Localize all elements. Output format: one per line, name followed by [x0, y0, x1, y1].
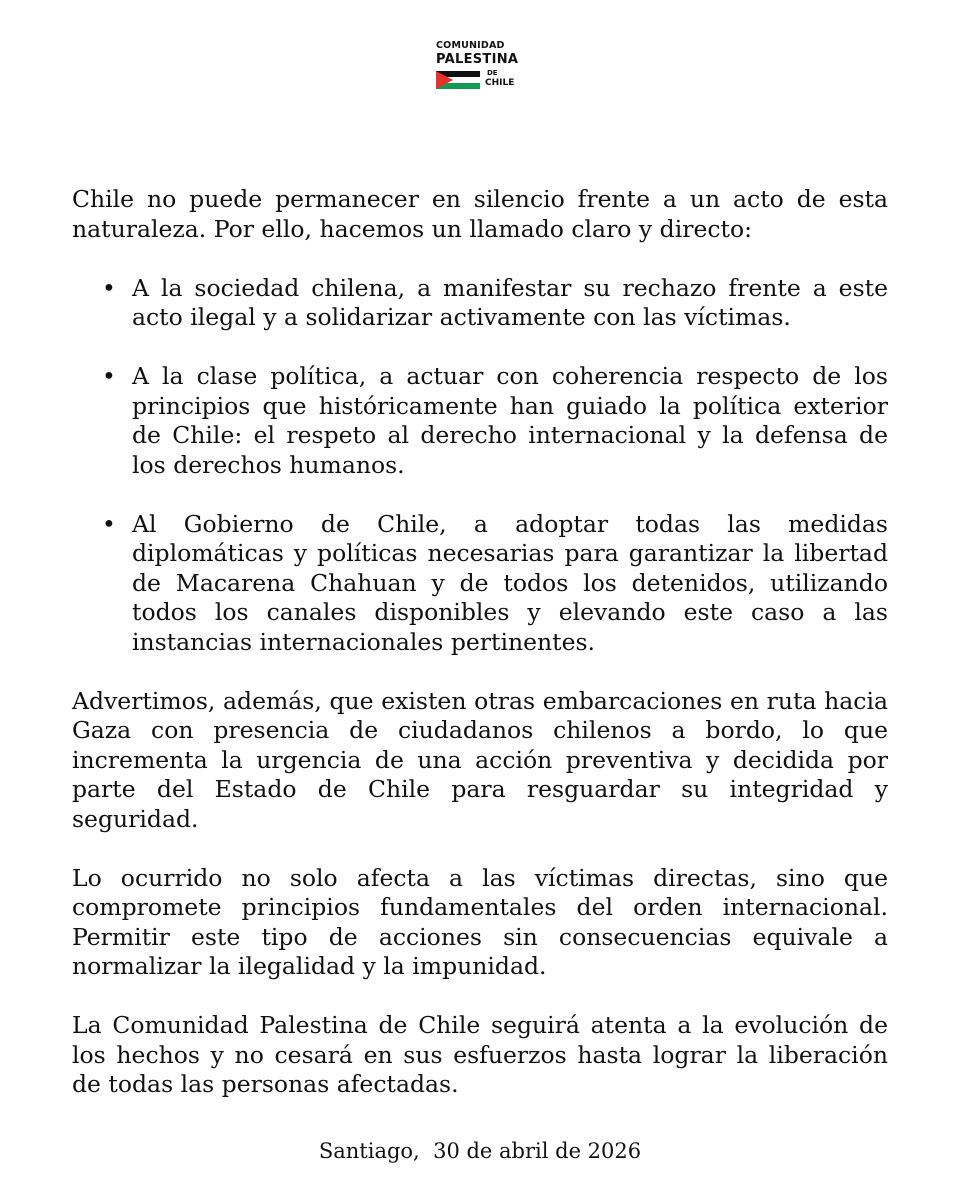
bullet-dot: • [102, 273, 116, 302]
logo-text-comunidad: COMUNIDAD [436, 40, 505, 51]
palestinian-flag-icon [436, 71, 480, 89]
organization-logo [436, 40, 526, 91]
place-and-date: Santiago, 30 de abril de 2026 [318, 1139, 642, 1163]
principles-paragraph: Lo ocurrido no solo afecta a las víctimas directas, sino que compromete principios fundamentales del orden internacional. Permitir este tipo de acciones sin consecuencias equivale a normalizar la ilegalidad y la impunidad. [72, 863, 888, 980]
closing-paragraph: La Comunidad Palestina de Chile seguirá atenta a la evolución de los hechos y no cesará en sus esfuerzos hasta lograr la liberación de todas las personas afectadas. [72, 1011, 888, 1098]
bullet-text-society: A la sociedad chilena, a manifestar su rechazo frente a este acto ilegal y a solidarizar activamente con las víctimas. [132, 273, 888, 331]
logo-text-chile: CHILE [485, 78, 515, 88]
bullet-text-political-class: A la clase política, a actuar con coherencia respecto de los principios que históricamente han guiado la política exterior de Chile: el respeto al derecho internacional y la defensa de los derechos humanos. [132, 362, 888, 479]
bullet-text-government: Al Gobierno de Chile, a adoptar todas las medidas diplomáticas y políticas necesarias para garantizar la libertad de Macarena Chahuan y de todos los detenidos, utilizando todos los canales disponibles y elevando este caso a las instancias internacionales pertinentes. [132, 509, 888, 656]
bullet-item-political-class [72, 362, 888, 480]
bullet-item-government [72, 510, 888, 658]
bullet-dot: • [102, 509, 116, 538]
intro-paragraph: Chile no puede permanecer en silencio frente a un acto de esta naturaleza. Por ello, hacemos un llamado claro y directo: [72, 185, 888, 243]
warning-paragraph: Advertimos, además, que existen otras embarcaciones en ruta hacia Gaza con presencia de ciudadanos chilenos a bordo, lo que incrementa la urgencia de una acción preventiva y decidida por parte del Estado de Chile para resguardar su integridad y seguridad. [72, 686, 888, 833]
logo-text-palestina: PALESTINA [436, 52, 519, 67]
logo-text-de: DE [487, 69, 498, 77]
logo-flag-row [436, 69, 526, 91]
bullet-item-society [72, 274, 888, 333]
statement-body [72, 185, 888, 1129]
bullet-dot: • [102, 362, 116, 390]
